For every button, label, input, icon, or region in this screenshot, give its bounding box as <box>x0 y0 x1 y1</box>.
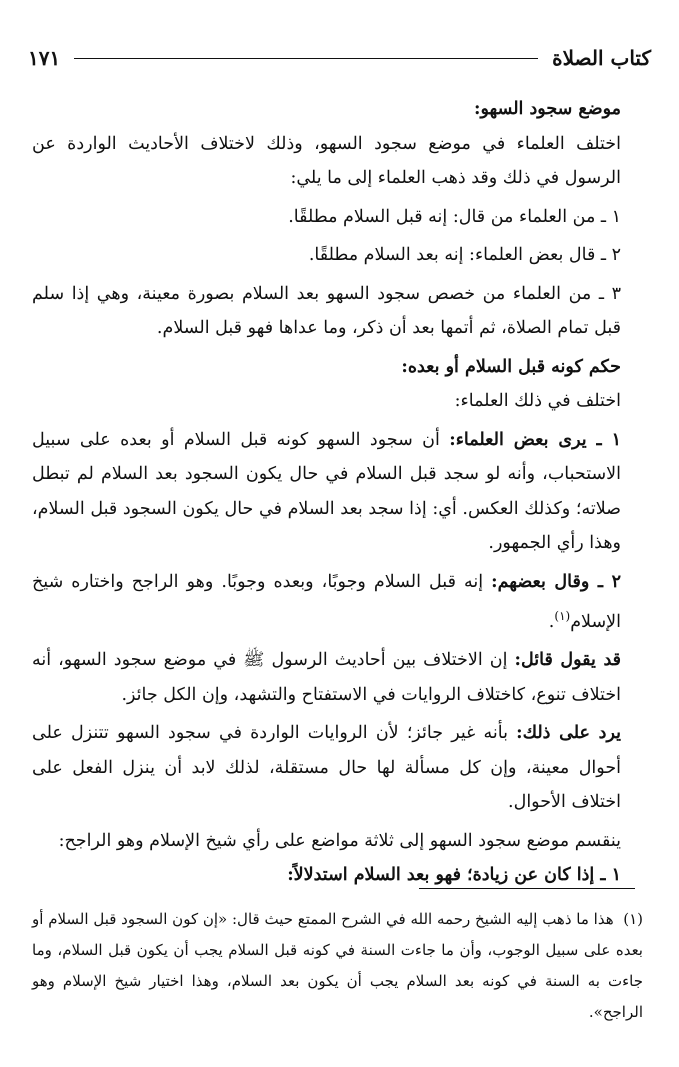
division-item-1: ١ ـ إذا كان عن زيادة؛ فهو بعد السلام استدلالاً: <box>287 865 621 886</box>
paragraph-differ: اختلف في ذلك العلماء: <box>454 391 621 411</box>
opinion-1 <box>32 423 643 561</box>
objection-lead: قد يقول قائل: <box>514 650 621 671</box>
objection-text: إن الاختلاف بين أحاديث الرسول ﷺ في موضع سجود السهو، أنه اختلاف تنوع، كاختلاف الروايات في الاستفتاح والتشهد، وإن الكل جائز. <box>32 650 621 705</box>
section-heading-location: موضع سجود السهو: <box>474 99 621 119</box>
reply <box>32 716 643 820</box>
page-header <box>28 40 651 76</box>
objection <box>32 643 643 712</box>
chapter-title: كتاب الصلاة <box>552 46 651 70</box>
main-text <box>32 92 643 893</box>
opinion-1-text: أن سجود السهو كونه قبل السلام أو بعده على سبيل الاستحباب، وأنه لو سجد قبل السلام في حال يكون السجود بعد السلام لم تبطل صلاته؛ وكذلك العكس. أي: إذا سجد بعد السلام في حال يكون السجود قبل السلام، وهذا رأي الجمهور. <box>32 429 621 553</box>
list-item-2: ٢ ـ قال بعض العلماء: إنه بعد السلام مطلقًا. <box>308 245 621 265</box>
footnote-reference[interactable]: (١) <box>554 609 571 623</box>
page-number: ١٧١ <box>28 46 61 70</box>
section-heading-ruling: حكم كونه قبل السلام أو بعده: <box>401 356 621 377</box>
opinion-1-lead: ١ ـ يرى بعض العلماء: <box>449 429 621 450</box>
opinion-2 <box>32 565 643 640</box>
footnote-text: هذا ما ذهب إليه الشيخ رحمه الله في الشرح الممتع حيث قال: «إن كون السجود قبل السلام أو بعده على سبيل الوجوب، وأن ما جاءت السنة في كونه قبل السلام يجب أن يكون قبل السلام، وما جاءت به السنة في كونه بعد السلام يجب أن يكون بعد السلام، وهذا اختيار شيخ الإسلام وهو الراجح». <box>32 910 643 1021</box>
footnote-paragraph <box>32 904 643 1028</box>
reply-lead: يرد على ذلك: <box>516 723 621 744</box>
opinion-2-text: إنه قبل السلام وجوبًا، وبعده وجوبًا. وهو الراجح واختاره شيخ الإسلام <box>32 571 621 632</box>
list-item-3: ٣ ـ من العلماء من خصص سجود السهو بعد السلام بصورة معينة، وهي إذا سلم قبل تمام الصلاة، ثم أتمها بعد أن ذكر، وما عداها فهو قبل السلام. <box>32 283 621 338</box>
footnote <box>32 904 643 1028</box>
footnote-separator <box>419 888 635 889</box>
header-rule <box>74 58 538 59</box>
paragraph-division: ينقسم موضع سجود السهو إلى ثلاثة مواضع على رأي شيخ الإسلام وهو الراجح: <box>58 830 621 851</box>
opinion-2-end: . <box>548 611 555 632</box>
opinion-2-lead: ٢ ـ وقال بعضهم: <box>491 571 621 592</box>
list-item-1: ١ ـ من العلماء من قال: إنه قبل السلام مطلقًا. <box>288 206 621 227</box>
reply-text: بأنه غير جائز؛ لأن الروايات الواردة في سجود السهو تتنزل على أحوال معينة، وإن كل مسألة لها حال مستقلة، لذلك لابد أن ينزل الفعل على اختلاف الأحوال. <box>32 723 621 813</box>
footnote-number: (١) <box>623 910 643 928</box>
paragraph-intro: اختلف العلماء في موضع سجود السهو، وذلك لاختلاف الأحاديث الواردة عن الرسول في ذلك وقد ذهب العلماء إلى ما يلي: <box>32 133 621 188</box>
